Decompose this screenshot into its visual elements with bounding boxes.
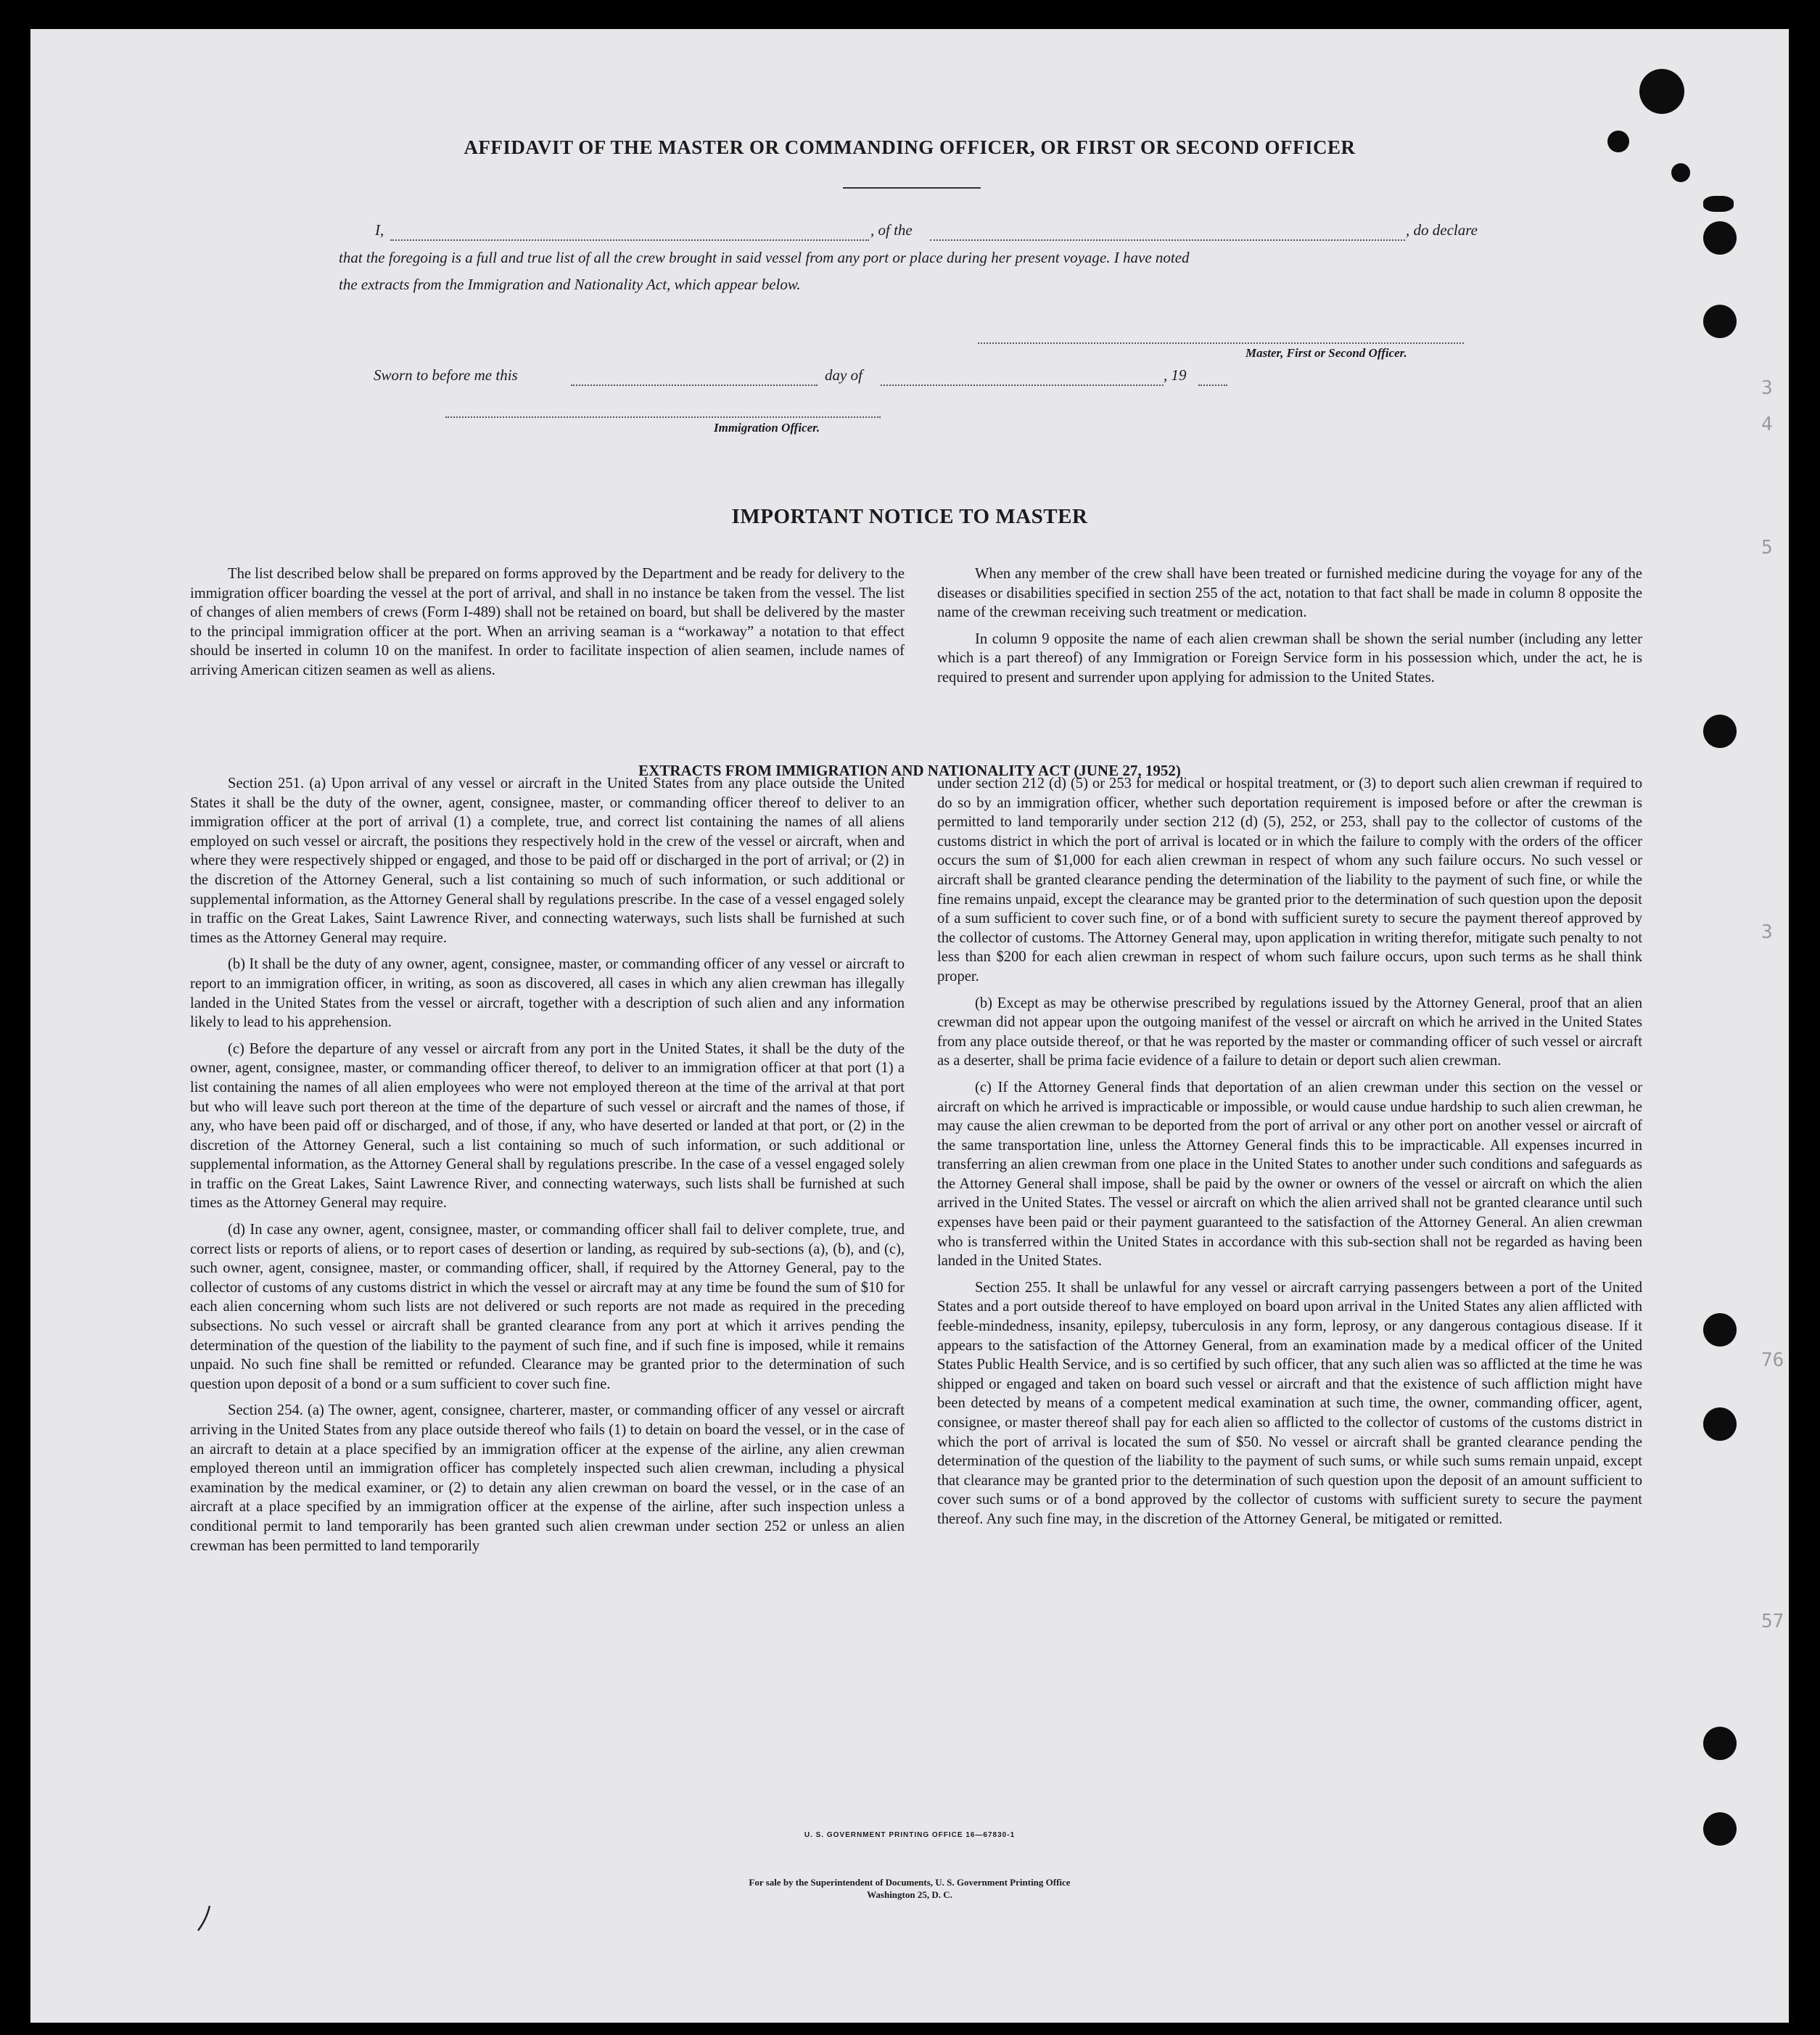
notice-left-column [190, 564, 905, 685]
day-of-label: day of [825, 366, 862, 384]
master-signature-caption: Master, First or Second Officer. [1245, 346, 1407, 360]
section-251-a: Section 251. (a) Upon arrival of any vessel or aircraft in the United States from any place outside the United States it shall be the duty of the owner, agent, consignee, master, or commanding officer thereof to deliver to an immigration officer at the port of arrival (1) a complete, true, and correct list containing the names of all aliens employed on such vessel or aircraft, the positions they respectively hold in the crew of the vessel or aircraft, when and where they were respectively shipped or engaged, and those to be paid off or discharged in the port of arrival; or (2) in the discretion of the Attorney General, such a list containing so much of such information, or such additional or supplemental information, as the Attorney General shall by regulations prescribe. In the case of a vessel engaged solely in traffic on the Great Lakes, Saint Lawrence River, and connecting waterways, such lists shall be furnished at such times as the Attorney General may require. [190, 776, 905, 946]
punch-hole [1703, 221, 1737, 255]
section-251-c: (c) Before the departure of any vessel or aircraft from any port in the United States, it shall be the duty of the owner, agent, consignee, master, or commanding officer thereof, to deliver to an immigration officer at that port (1) a list containing the names of all alien employees who were not employed thereon at the time of the arrival at that port but who will leave such port thereon at the time of the departure of such vessel or aircraft and the names of those, if any, who have been paid off or discharged, and of those, if any, who have deserted or landed at that port, or (2) in the discretion of the Attorney General, such a list containing so much of such information, or such additional or supplemental information, as the Attorney General shall by regulations prescribe. In the case of a vessel engaged solely in traffic on the Great Lakes, Saint Lawrence River, and connecting waterways, such lists shall be furnished at such times as the Attorney General may require. [190, 1040, 905, 1212]
title-rule [843, 187, 981, 189]
pen-mark [194, 1904, 215, 1933]
bleed-through-mark: 76 [1761, 1349, 1784, 1371]
bleed-through-mark: 3 [1761, 921, 1773, 943]
bleed-through-mark: 5 [1761, 537, 1773, 559]
notice-right-paragraph-2: In column 9 opposite the name of each alien crewman shall be shown the serial number (including any letter which is a part thereof) of any Immigration or Foreign Service form in his possession which, under the act, he is required to present and surrender upon applying for admission to the United States. [937, 630, 1642, 686]
sworn-day-blank [571, 385, 818, 386]
punch-hole [1671, 163, 1690, 182]
declaration-do-declare-label: , do declare [1406, 221, 1478, 239]
sworn-month-blank [881, 385, 1164, 386]
section-254-a: Section 254. (a) The owner, agent, consignee, charterer, master, or commanding officer of any vessel or aircraft arriving in the United States from any place outside thereof who fails (1) to detain on board the vessel, or in the case of an aircraft to detain at a place specified by an immigration officer at the expense of the airline, any alien crewman employed thereon until an immigration officer has completely inspected such alien crewman, including a physical examination by the medical examiner, or (2) to detain any alien crewman on board the vessel, or in the case of an aircraft at a place specified by an immigration officer at the expense of the airline, after such inspection unless a conditional permit to land temporarily has been granted such alien crewman under section 252 or unless an alien crewman has been permitted to land temporarily [190, 1402, 905, 1554]
punch-hole [1703, 305, 1737, 338]
punch-hole [1703, 1812, 1737, 1846]
punch-hole [1703, 1313, 1737, 1347]
section-255: Section 255. It shall be unlawful for any vessel or aircraft carrying passengers between a port of the United States and a port outside thereof to have employed on board upon arrival in the United States any alien afflicted with feeble-mindedness, insanity, epilepsy, tuberculosis in any form, leprosy, or any dangerous contagious disease. If it appears to the satisfaction of the Attorney General, from an examination made by a medical officer of the United States Public Health Service, and is so certified by such officer, that any such alien was so afflicted at the time he was shipped or engaged and taken on board such vessel or aircraft and that the existence of such affliction might have been detected by means of a competent medical examination at such time, the owner, commanding officer, agent, consignee, or master thereof shall pay for each alien so afflicted to the collector of customs of the customs district in which the port of arrival is located the sum of $50. No vessel or aircraft shall be granted clearance pending the determination of the question of the liability to the payment of such sums, or while such sums remain unpaid, except that clearance may be granted prior to the determination of such question upon the deposit of an amount sufficient to cover such sums or of a bond approved by the collector of customs with sufficient surety to secure the payment thereof. Any such fine may, in the discretion of the Attorney General, be mitigated or remitted. [937, 1279, 1642, 1527]
punch-hole [1703, 196, 1734, 212]
punch-hole [1639, 69, 1684, 114]
declaration-of-the-label: , of the [870, 221, 913, 239]
section-254-b: (b) Except as may be otherwise prescribed by regulations issued by the Attorney General, proof that an alien crewman did not appear upon the outgoing manifest of the vessel or aircraft on which he arrived in the United States from any place outside thereof, or that he was reported by the master or commanding officer of such vessel or aircraft as a deserter, shall be prima facie evidence of a failure to detain or deport such alien crewman. [937, 995, 1642, 1069]
declaration-i-label: I, [375, 221, 384, 239]
immigration-officer-caption: Immigration Officer. [714, 421, 820, 435]
punch-hole [1703, 1727, 1737, 1760]
bleed-through-mark: 57 [1761, 1611, 1784, 1632]
sworn-year-blank [1198, 385, 1227, 386]
section-254-a-continued: under section 212 (d) (5) or 253 for medical or hospital treatment, or (3) to deport such alien crewman if required to do so by an immigration officer, whether such deportation requirement is imposed before or after the crewman is permitted to land temporarily under section 212 (d) (5), 252, or 253, shall pay to the collector of customs of the customs district in which the port of arrival is located or in which the failure to comply with the orders of the officer occurs the sum of $1,000 for each alien crewman in respect of whom any such failure occurs. No such vessel or aircraft shall be granted clearance pending the determination of the liability to the payment of such fine, or while the fine remains unpaid, except the clearance may be granted prior to the determination of such question upon the deposit of a sum sufficient to cover such fine, or of a bond with sufficient surety to secure the payment thereof approved by the collector of customs. The Attorney General may, upon application in writing therefor, mitigate such penalty to not less than $200 for each alien crewman in respect of whom such failure occurs, upon such terms as he shall think proper. [937, 776, 1642, 984]
notice-right-paragraph-1: When any member of the crew shall have been treated or furnished medicine during the voyage for any of the diseases or disabilities specified in section 255 of the act, notation to that fact shall be made in column 8 opposite the name of the crewman receiving such treatment or medication. [937, 566, 1642, 621]
notice-title: IMPORTANT NOTICE TO MASTER [731, 505, 1088, 528]
punch-hole [1703, 715, 1737, 748]
vessel-blank-line [930, 239, 1405, 241]
punch-hole [1703, 1407, 1737, 1441]
declaration-statement-line2: the extracts from the Immigration and Nationality Act, which appear below. [339, 276, 801, 293]
declaration-statement-line1: that the foregoing is a full and true list of all the crew brought in said vessel from any port or place during her present voyage. I have noted [339, 249, 1190, 266]
notice-left-paragraph: The list described below shall be prepared on forms approved by the Department and be ready for delivery to the immigration officer boarding the vessel at the port of arrival, and shall in no instance be taken from the vessel. The list of changes of alien members of crews (Form I-489) shall not be retained on board, but shall be delivered by the master to the principal immigration officer at the port. When an arriving seaman is a “workaway” a notation to that effect should be inserted in column 10 on the manifest. In order to facilitate inspection of alien seamen, include names of arriving American citizen seamen as well as aliens. [190, 566, 905, 678]
master-signature-line [978, 342, 1464, 344]
sale-notice-line1: For sale by the Superintendent of Documents, U. S. Government Printing Office [749, 1877, 1071, 1888]
section-251-b: (b) It shall be the duty of any owner, agent, consignee, master, or commanding officer of any vessel or aircraft to report to an immigration officer, in writing, as soon as discovered, all cases in which any alien crewman has illegally landed in the United States from the vessel or aircraft, together with a description of such alien and any information likely to lead to his apprehension. [190, 956, 905, 1031]
section-254-c: (c) If the Attorney General finds that deportation of an alien crewman under this section on the vessel or aircraft on which he arrived is impracticable or impossible, or would cause undue hardship to such alien crewman, he may cause the alien crewman to be deported from the port of arrival or any other port on another vessel or aircraft of the same transportation line, unless the Attorney General finds this to be impracticable. All expenses incurred in transferring an alien crewman from one place in the United States to another under such conditions and safeguards as the Attorney General shall impose, shall be paid by the owner or owners of the vessel or aircraft on which the alien arrived in the United States. The vessel or aircraft on which the alien arrived shall not be granted clearance until such expenses have been paid or their payment guaranteed to the satisfaction of the Attorney General. An alien crewman who is transferred within the United States in accordance with this sub-section shall not be regarded as having been landed in the United States. [937, 1079, 1642, 1270]
form-sheet [30, 29, 1789, 2023]
affidavit-title: AFFIDAVIT OF THE MASTER OR COMMANDING OFFICER, OR FIRST OR SECOND OFFICER [464, 136, 1356, 158]
extracts-right-column [937, 774, 1642, 1534]
printing-office-code: U. S. GOVERNMENT PRINTING OFFICE 16—67830-1 [804, 1831, 1016, 1839]
sale-notice-line2: Washington 25, D. C. [867, 1889, 952, 1900]
extracts-left-column [190, 774, 905, 1560]
name-blank-line [390, 239, 869, 241]
bleed-through-mark: 4 [1761, 414, 1773, 435]
section-251-d: (d) In case any owner, agent, consignee, master, or commanding officer shall fail to deliver complete, true, and correct lists or reports of aliens, or to report cases of desertion or landing, as required by sub-sections (a), (b), and (c), such owner, agent, consignee, master, or commanding officer, shall, if required by the Attorney General, pay to the collector of customs of any customs district in which the vessel or aircraft may at any time be found the sum of $10 for each alien concerning whom such lists are not delivered or such reports are not made as required in the preceding subsections. No such vessel or aircraft shall be granted clearance from any port at which it arrives pending the determination of the question of the liability to the payment of such fine, and if such fine is imposed, while it remains unpaid. No such fine shall be remitted or refunded. Clearance may be granted prior to the determination of such question upon deposit of a bond or a sum sufficient to cover such fine. [190, 1222, 905, 1392]
extracts-title: EXTRACTS FROM IMMIGRATION AND NATIONALITY ACT (JUNE 27, 1952) [638, 762, 1181, 779]
year-label: , 19 [1164, 366, 1187, 384]
immigration-officer-signature-line [445, 416, 881, 418]
notice-right-column [937, 564, 1642, 692]
sworn-label: Sworn to before me this [374, 366, 518, 384]
sale-notice [30, 1876, 1789, 1901]
bleed-through-mark: 3 [1761, 377, 1773, 399]
